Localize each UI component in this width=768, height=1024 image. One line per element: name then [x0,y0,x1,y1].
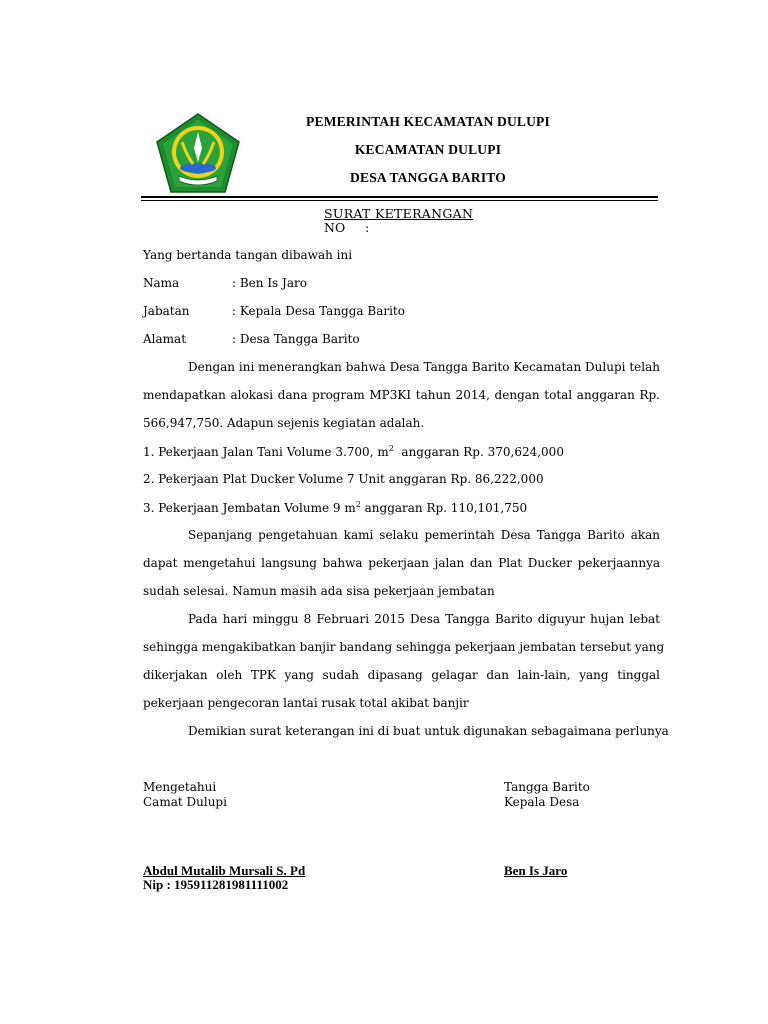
para2-line3: sudah selesai. Namun masih ada sisa pekerjaan jembatan [143,584,495,598]
sig-left-title: Camat Dulupi [143,795,227,809]
item3-text: 3. Pekerjaan Jembatan Volume 9 m [143,501,356,515]
sig-left-label: Mengetahui [143,780,217,794]
para3-line3: dikerjakan oleh TPK yang sudah dipasang gelagar dan lain-lain, yang tinggal [143,668,660,682]
sig-right-name: Ben Is Jaro [504,863,568,878]
identity-value-position: : Kepala Desa Tangga Barito [232,304,405,318]
sig-left-nip: Nip : 195911281981111002 [143,877,289,892]
item1-budget: anggaran Rp. 370,624,000 [393,445,564,459]
sig-left-name: Abdul Mutalib Mursali S. Pd [143,863,306,878]
para3-line4: pekerjaan pengecoran lantai rusak total akibat banjir [143,696,469,710]
header-divider-thick [141,196,658,198]
closing-statement: Demikian surat keterangan ini di buat untuk digunakan sebagaimana perlunya [188,724,669,738]
identity-label-name: Nama [143,276,180,290]
para2-line1: Sepanjang pengetahuan kami selaku pemerintah Desa Tangga Barito akan [188,528,660,542]
identity-value-name: : Ben Is Jaro [232,276,307,290]
para1-line1: Dengan ini menerangkan bahwa Desa Tangga Barito Kecamatan Dulupi telah [188,360,660,374]
sig-right-title: Kepala Desa [504,795,580,809]
identity-value-address: : Desa Tangga Barito [232,332,360,346]
para1-line3: 566,947,750. Adapun sejenis kegiatan adalah. [143,416,425,430]
header-line-3: DESA TANGGA BARITO [350,170,506,185]
list-item: 2. Pekerjaan Plat Ducker Volume 7 Unit anggaran Rp. 86,222,000 [143,472,544,486]
header-line-1: PEMERINTAH KECAMATAN DULUPI [306,114,550,129]
document-title: SURAT KETERANGAN [324,206,474,221]
document-number: NO : [324,220,370,235]
identity-label-position: Jabatan [143,304,190,318]
item3-budget: anggaran Rp. 110,101,750 [360,501,528,515]
identity-label-address: Alamat [143,332,187,346]
item3-superscript: 2 [355,500,361,509]
para2-line2: dapat mengetahui langsung bahwa pekerjaan jalan dan Plat Ducker pekerjaannya [143,556,660,570]
sig-right-place: Tangga Barito [504,780,590,794]
para1-line2: mendapatkan alokasi dana program MP3KI tahun 2014, dengan total anggaran Rp. [143,388,660,402]
header-line-2: KECAMATAN DULUPI [354,142,502,157]
list-item [143,444,564,459]
list-item [143,500,527,515]
intro-text: Yang bertanda tangan dibawah ini [143,248,353,262]
para3-line2: sehingga mengakibatkan banjir bandang sehingga pekerjaan jembatan tersebut yang [143,640,665,654]
para3-line1: Pada hari minggu 8 Februari 2015 Desa Tangga Barito diguyur hujan lebat [188,612,660,626]
item1-superscript: 2 [388,444,394,453]
header-divider-thin [141,200,658,201]
item1-text: 1. Pekerjaan Jalan Tani Volume 3.700, m [143,445,389,459]
